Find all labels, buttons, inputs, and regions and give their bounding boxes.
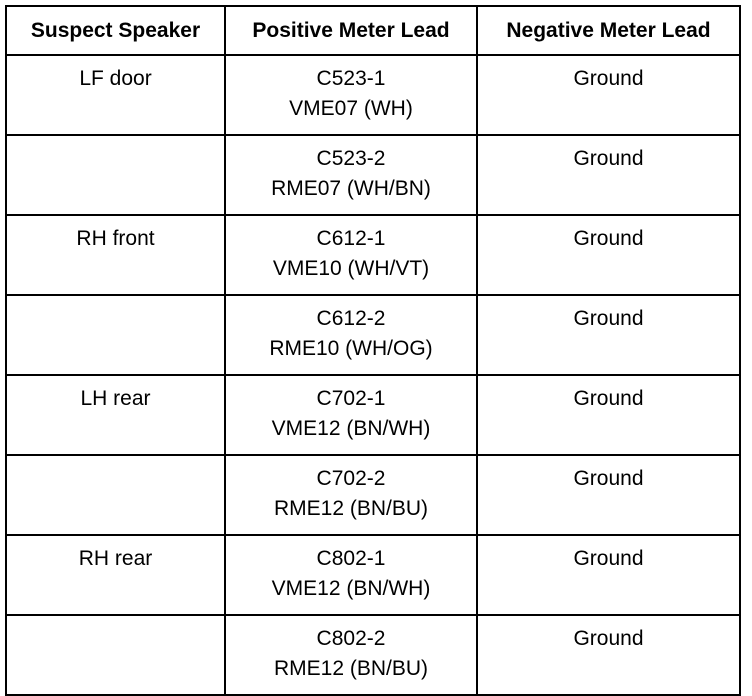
speaker-cell: LF door [6, 55, 225, 135]
speaker-cell: RH front [6, 215, 225, 295]
connector-pin: C702-1 [316, 387, 386, 410]
negative-lead-cell: Ground [477, 535, 740, 615]
negative-lead-cell: Ground [477, 135, 740, 215]
circuit-wire: RME07 (WH/BN) [271, 177, 431, 200]
speaker-cell [6, 615, 225, 695]
positive-lead-cell [225, 295, 477, 375]
connector-pin: C612-1 [316, 227, 386, 250]
negative-lead-cell: Ground [477, 295, 740, 375]
table-row [6, 55, 740, 135]
header-negative-meter-lead: Negative Meter Lead [477, 6, 740, 55]
positive-lead-cell [225, 55, 477, 135]
circuit-wire: VME10 (WH/VT) [272, 257, 430, 280]
positive-lead-cell [225, 535, 477, 615]
circuit-wire: VME12 (BN/WH) [271, 417, 431, 440]
circuit-wire: RME12 (BN/BU) [273, 657, 429, 680]
connector-pin: C523-1 [316, 67, 386, 90]
circuit-wire: VME07 (WH) [289, 97, 413, 120]
table-row [6, 135, 740, 215]
circuit-wire: RME10 (WH/OG) [269, 337, 433, 360]
speaker-cell [6, 455, 225, 535]
speaker-cell: RH rear [6, 535, 225, 615]
speaker-cell [6, 295, 225, 375]
negative-lead-cell: Ground [477, 55, 740, 135]
table-row [6, 295, 740, 375]
negative-lead-cell: Ground [477, 615, 740, 695]
positive-lead-cell [225, 215, 477, 295]
table-body [6, 55, 740, 695]
connector-pin: C802-1 [316, 547, 386, 570]
positive-lead-cell [225, 135, 477, 215]
connector-pin: C612-2 [316, 307, 386, 330]
speaker-test-table [5, 5, 741, 696]
negative-lead-cell: Ground [477, 215, 740, 295]
circuit-wire: VME12 (BN/WH) [271, 577, 431, 600]
connector-pin: C523-2 [316, 147, 386, 170]
header-suspect-speaker: Suspect Speaker [6, 6, 225, 55]
connector-pin: C702-2 [316, 467, 386, 490]
connector-pin: C802-2 [316, 627, 386, 650]
table-row [6, 215, 740, 295]
positive-lead-cell [225, 375, 477, 455]
header-positive-meter-lead: Positive Meter Lead [225, 6, 477, 55]
table-header [6, 6, 740, 55]
table-row [6, 455, 740, 535]
table-row [6, 375, 740, 455]
circuit-wire: RME12 (BN/BU) [273, 497, 429, 520]
negative-lead-cell: Ground [477, 455, 740, 535]
speaker-cell: LH rear [6, 375, 225, 455]
positive-lead-cell [225, 615, 477, 695]
negative-lead-cell: Ground [477, 375, 740, 455]
table-row [6, 615, 740, 695]
header-row [6, 6, 740, 55]
table-row [6, 535, 740, 615]
positive-lead-cell [225, 455, 477, 535]
speaker-cell [6, 135, 225, 215]
